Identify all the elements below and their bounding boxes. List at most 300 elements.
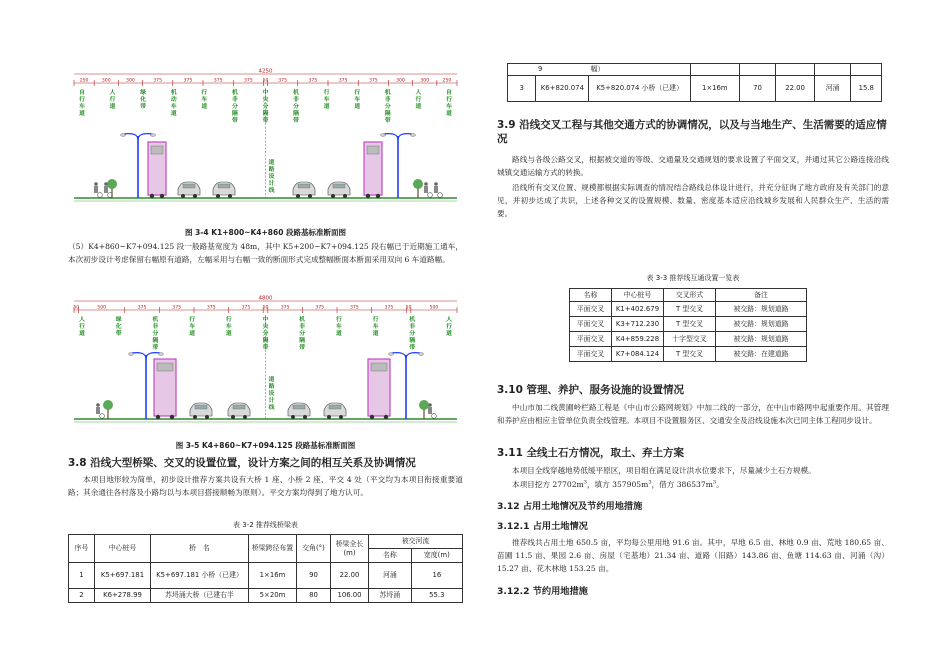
section-3-10-title: 3.10 管理、养护、服务设施的设置情况 [497, 384, 685, 396]
lane-label: 绿 [140, 90, 147, 96]
segment-width-label: 500 [97, 305, 107, 311]
cell: T 型交叉 [664, 347, 716, 362]
lane-label: 行 [446, 97, 452, 103]
th-angle: 交角(°) [297, 535, 331, 563]
wheel-icon [331, 194, 335, 198]
cell: T 型交叉 [664, 302, 716, 317]
cell [814, 64, 851, 76]
lane-label: 带 [409, 345, 416, 351]
cell: K4+859.228 [612, 332, 664, 347]
cell: 被交路：在建道路 [716, 347, 807, 362]
wheel-icon [193, 194, 197, 198]
segment-width-label: 300 [126, 78, 135, 84]
street-lamp-arm [124, 134, 138, 140]
lane-label: 带 [293, 118, 299, 124]
lamp-head-icon [381, 134, 386, 137]
lane-label: 自 [79, 90, 85, 96]
design-line-label: 设 [268, 391, 275, 397]
cross-section-figure-3-4 [68, 68, 463, 208]
lane-label: 行 [446, 324, 452, 330]
lane-label: 车 [323, 97, 330, 103]
design-line-label: 道 [268, 377, 275, 383]
design-line-label: 线 [268, 405, 275, 411]
lane-label: 带 [232, 118, 238, 124]
lane-label: 道 [225, 331, 232, 337]
cell: 15.8 [851, 76, 882, 102]
cell: K5+697.181 [95, 563, 151, 589]
lamp-head-icon [159, 353, 164, 356]
bridge-table [68, 534, 463, 603]
lane-label: 自 [446, 90, 452, 96]
lane-label: 中 [262, 317, 269, 323]
section-3-10-body: 中山市加二线黄圃岭栏路工程是《中山市公路网规划》中加二线的一部分，在中山市路网中起重要作用。其管理和养护应由相应主管单位负责全线管理。本项目不设置服务区、交通安全及沿线设施本次已同主体工程同步设计。 [497, 403, 889, 425]
cross-section-drawing [68, 295, 463, 433]
wheel-icon [156, 415, 160, 419]
segment-width-label: 375 [213, 78, 223, 84]
pedestrian-icon [424, 186, 428, 193]
section-3-11-title: 3.11 全线土石方情况，取土、弃土方案 [497, 447, 685, 459]
cell: 22.00 [776, 76, 815, 102]
lane-label: 道 [79, 111, 85, 117]
lane-label: 行 [79, 324, 85, 330]
car-window-icon [183, 184, 195, 188]
lane-label: 人 [446, 317, 452, 323]
th-note: 备注 [716, 289, 807, 302]
car-window-icon [218, 184, 230, 188]
tree-icon [413, 179, 423, 189]
lane-label: 带 [384, 118, 391, 124]
truck-window-icon [371, 363, 387, 371]
segment-width-label: 300 [420, 78, 430, 84]
wheel-icon [327, 415, 331, 419]
lane-label: 分 [262, 331, 269, 337]
lane-label: 机 [409, 317, 416, 323]
lane-label: 隔 [262, 338, 269, 344]
segment-width-label: 375 [338, 78, 348, 84]
section-3-11-p1: 本项目全线穿越地势低缓平原区，项目组在满足设计洪水位要求下，尽量减少土石方规模。 [512, 466, 816, 475]
lane-label: 隔 [299, 338, 306, 344]
wheel-icon [370, 415, 374, 419]
cut-volume: 本项目挖方 27702m [512, 480, 584, 489]
lane-label: 带 [152, 345, 159, 351]
cell [776, 64, 815, 76]
wheel-icon [308, 194, 312, 198]
table-row [69, 563, 463, 589]
car-window-icon [333, 184, 345, 188]
pedestrian-icon [96, 403, 100, 407]
lane-label: 中 [262, 90, 269, 96]
lane-label: 道 [354, 104, 361, 110]
lane-label: 央 [262, 324, 269, 330]
lane-label: 行 [354, 90, 361, 96]
cell: K7+084.124 [612, 347, 664, 362]
paragraph-5: （5）K4+860~K7+094.125 段一般路基宽度为 48m，其中 K5+200~K7+094.125 段右幅已于近期施工通车，本次初步设计考虑保留右幅原有道路，左幅采用与右幅一致的断面形式完成整幅断面本断面采用双向 6 车道路幅。 [68, 242, 463, 264]
segment-width-label: 50 [262, 305, 269, 311]
lane-label: 分 [232, 104, 238, 110]
lane-label: 车 [189, 324, 196, 330]
lane-label: 行 [225, 317, 232, 323]
lane-label: 行 [323, 90, 330, 96]
th-length: 桥梁全长(m) [331, 535, 369, 563]
lane-label: 非 [384, 97, 391, 103]
section-3-12-1-body: 推荐线共占用土地 650.5 亩，平均每公里用地 91.6 亩。其中，早地 6.5 亩、林地 0.9 亩、荒地 180.65 亩、苗圃 11.5 亩、果园 2.6 亩、房屋（宅基地）21.34 亩、道路（旧路）143.86 亩、鱼塘 114.63 亩、河涌（沟）15.27 亩、花木林地 153.25 亩。 [497, 538, 889, 573]
cell: 河涌 [369, 563, 412, 589]
section-3-8-title: 3.8 沿线大型桥梁、交叉的设置位置，设计方案之间的相互关系及协调情况 [68, 457, 416, 469]
cell: 1×16m [249, 563, 297, 589]
street-lamp-arm [398, 134, 412, 140]
lane-label: 隔 [384, 111, 391, 117]
lane-label: 行 [189, 317, 196, 323]
wheel-icon [160, 194, 164, 198]
truck-window-icon [151, 146, 163, 154]
table-row [570, 302, 807, 317]
section-3-11-p2 [497, 478, 889, 491]
table-row [570, 317, 807, 332]
wheel-icon [193, 415, 197, 419]
lane-label: 分 [409, 331, 416, 337]
section-3-9-title: 3.9 沿线交叉工程与其他交通方式的协调情况，以及与当地生产、生活需要的适应情况 [497, 119, 887, 145]
cell: 3 [508, 76, 536, 102]
car-window-icon [195, 405, 207, 409]
cell [851, 64, 882, 76]
total-width-label: 4250 [258, 68, 273, 75]
cell: K6+278.99 [95, 589, 151, 603]
lane-label: 车 [170, 104, 177, 110]
cell: K6+820.074 [536, 76, 589, 102]
lane-label: 隔 [152, 338, 159, 344]
wheel-icon [228, 194, 232, 198]
bridge-table-continued [507, 63, 882, 102]
wheel-icon [339, 415, 343, 419]
lane-label: 机 [299, 317, 306, 323]
table-3-3-caption: 表 3-3 推荐线互通设置一览表 [646, 274, 740, 282]
lane-label: 非 [299, 324, 306, 330]
th-bridge-name: 桥 名 [151, 535, 249, 563]
lane-label: 带 [299, 345, 306, 351]
cell: K3+712.230 [612, 317, 664, 332]
lamp-head-icon [151, 134, 156, 137]
segment-width-label: 375 [280, 305, 290, 311]
segment-width-label: 250 [79, 78, 89, 84]
wheel-icon [205, 415, 209, 419]
th-river: 被交河流 [369, 535, 463, 549]
total-width-label: 4800 [258, 295, 273, 302]
th-river-width: 宽度(m) [411, 549, 462, 563]
lane-label: 带 [262, 118, 269, 124]
segment-width-label: 375 [137, 305, 147, 311]
section-3-12-2-title: 3.12.2 节约用地措施 [497, 586, 588, 597]
lamp-head-icon [419, 353, 424, 356]
borrow-volume: ，借方 386537m [651, 480, 713, 489]
lane-label: 化 [115, 324, 122, 330]
cell: 苏埒涌 [369, 589, 412, 603]
th-name: 名称 [570, 289, 612, 302]
segment-width-label: 50 [73, 305, 80, 311]
th-type: 交叉形式 [664, 289, 716, 302]
design-line-label: 计 [268, 181, 275, 187]
segment-width-label: 300 [101, 78, 111, 84]
street-lamp-arm [392, 353, 406, 359]
cell: 1×16m [690, 76, 739, 102]
table-row [508, 76, 882, 102]
cell: K1+402.679 [612, 302, 664, 317]
segment-width-label: 375 [349, 305, 359, 311]
design-line-label: 路 [268, 384, 275, 390]
wheel-icon [150, 194, 154, 198]
lane-label: 行 [335, 317, 342, 323]
cross-section-figure-3-5 [68, 295, 463, 433]
segment-width-label: 375 [206, 305, 216, 311]
cell: 十字型交叉 [664, 332, 716, 347]
segment-width-label: 375 [278, 78, 288, 84]
th-index: 序号 [69, 535, 95, 563]
cell: K5+697.181 小桥（已建） [151, 563, 249, 589]
lane-label: 行 [415, 97, 422, 103]
lane-label: 隔 [232, 111, 238, 117]
lane-label: 带 [140, 104, 147, 110]
lane-label: 分 [152, 331, 159, 337]
lane-label: 道 [372, 331, 379, 337]
lane-label: 非 [232, 97, 238, 103]
cell: 16 [411, 563, 462, 589]
lane-label: 人 [109, 90, 116, 96]
lane-label: 隔 [262, 111, 269, 117]
lane-label: 道 [446, 331, 452, 337]
lane-label: 分 [293, 104, 299, 110]
cell [690, 64, 739, 76]
lamp-head-icon [411, 134, 416, 137]
segment-width-label: 375 [368, 78, 378, 84]
wheel-icon [376, 194, 380, 198]
wheel-icon [181, 194, 185, 198]
lane-label: 道 [323, 104, 330, 110]
street-lamp-arm [132, 353, 146, 359]
pedestrian-icon [104, 182, 108, 186]
pedestrian-icon [434, 186, 438, 193]
design-line-label: 路 [268, 167, 275, 173]
cell: 9 幅） [508, 64, 691, 76]
pedestrian-icon [94, 186, 98, 193]
tree-icon [107, 179, 117, 189]
lane-label: 隔 [409, 338, 416, 344]
lane-label: 车 [225, 324, 232, 330]
cross-section-drawing [68, 68, 463, 208]
pedestrian-icon [424, 182, 428, 186]
design-line-label: 设 [268, 174, 275, 180]
cell: 1 [69, 563, 95, 589]
wheel-icon [303, 415, 307, 419]
segment-width-label: 375 [384, 305, 394, 311]
segment-width-label: 500 [429, 305, 439, 311]
cell: 被交路：规划道路 [716, 332, 807, 347]
fill-volume: ，填方 357905m [586, 480, 649, 489]
design-line-label: 线 [268, 188, 275, 194]
pedestrian-icon [428, 403, 432, 407]
lamp-head-icon [389, 353, 394, 356]
lane-label: 非 [409, 324, 416, 330]
car-window-icon [298, 184, 310, 188]
segment-width-label: 250 [442, 78, 452, 84]
truck-window-icon [367, 146, 379, 154]
cell: 平面交叉 [570, 317, 612, 332]
lane-label: 机 [384, 90, 391, 96]
bicycle-icon [432, 414, 437, 419]
wheel-icon [296, 194, 300, 198]
lane-label: 道 [109, 104, 116, 110]
cell: 22.00 [331, 563, 369, 589]
lane-label: 行 [372, 317, 379, 323]
design-line-label: 计 [268, 398, 275, 404]
pedestrian-icon [104, 186, 108, 193]
lane-label: 机 [293, 90, 299, 96]
lane-label: 车 [335, 324, 342, 330]
figure-3-4-caption: 图 3-4 K1+800~K4+860 段路基标准断面图 [184, 228, 347, 237]
cell: 5×20m [249, 589, 297, 603]
bicycle-icon [428, 193, 433, 198]
section-3-8-body: 本项目地形较为简单，初步设计推荐方案共设有大桥 1 座、小桥 2 座、平交 4 处（平交均为本项目衔接重要道路；其余通往各村落及小路均以与本项目搭接顺畅为原则）。平交方案均得到了地方认可。 [68, 475, 463, 497]
street-lamp-arm [146, 353, 160, 359]
lamp-head-icon [121, 134, 126, 137]
lane-label: 车 [446, 104, 452, 110]
segment-width-label: 375 [153, 78, 163, 84]
lane-label: 分 [262, 104, 269, 110]
pedestrian-icon [428, 407, 432, 414]
cell: 苏埒涌大桥（已建右半 [151, 589, 249, 603]
unit-superscript: 3 [648, 479, 652, 486]
lane-label: 道 [415, 104, 422, 110]
street-lamp-arm [384, 134, 398, 140]
cell: 80 [297, 589, 331, 603]
tree-icon [419, 400, 429, 410]
street-lamp-arm [406, 353, 420, 359]
lane-label: 化 [140, 97, 147, 103]
lane-label: 车 [201, 97, 208, 103]
bicycle-icon [438, 193, 443, 198]
lane-label: 带 [115, 331, 122, 337]
segment-width-label: 375 [315, 305, 325, 311]
lane-label: 道 [189, 331, 196, 337]
lane-label: 分 [299, 331, 306, 337]
lane-label: 机 [152, 317, 159, 323]
cell: 被交路：规划道路 [716, 302, 807, 317]
cell: 70 [739, 76, 776, 102]
wheel-icon [366, 194, 370, 198]
bicycle-icon [98, 193, 103, 198]
cell: 平面交叉 [570, 332, 612, 347]
th-station: 中心桩号 [95, 535, 151, 563]
lane-label: 行 [201, 90, 208, 96]
lane-label: 车 [79, 104, 85, 110]
wheel-icon [216, 194, 220, 198]
segment-width-label: 50 [262, 78, 269, 84]
lane-label: 人 [415, 90, 422, 96]
car-window-icon [233, 405, 245, 409]
wheel-icon [243, 415, 247, 419]
lane-label: 央 [262, 97, 269, 103]
lane-label: 人 [79, 317, 85, 323]
table-row [69, 589, 463, 603]
tree-icon [103, 400, 113, 410]
lane-label: 绿 [115, 317, 122, 323]
lane-label: 机 [232, 90, 238, 96]
th-span: 桥梁跨径布置 [249, 535, 297, 563]
section-3-12-title: 3.12 占用土地情况及节约用地措施 [497, 501, 643, 512]
cell: 被交路：规划道路 [716, 317, 807, 332]
bicycle-icon [100, 414, 105, 419]
wheel-icon [231, 415, 235, 419]
lane-label: 道 [201, 104, 208, 110]
cell: 90 [297, 563, 331, 589]
wheel-icon [291, 415, 295, 419]
lane-label: 带 [262, 345, 269, 351]
lane-label: 道 [170, 111, 177, 117]
cell [739, 64, 776, 76]
car-window-icon [329, 405, 341, 409]
segment-width-label: 300 [396, 78, 405, 84]
car-window-icon [293, 405, 305, 409]
wheel-icon [170, 415, 174, 419]
lane-label: 非 [293, 97, 299, 103]
truck-window-icon [157, 363, 173, 371]
lane-label: 道 [335, 331, 342, 337]
wheel-icon [384, 415, 388, 419]
pedestrian-icon [434, 182, 438, 186]
cell: 55.3 [411, 589, 462, 603]
lane-label: 车 [372, 324, 379, 330]
cell: K5+820.074 小桥（已建） [589, 76, 691, 102]
table-row [570, 332, 807, 347]
lane-label: 分 [384, 104, 391, 110]
cell: 平面交叉 [570, 302, 612, 317]
cell: T 型交叉 [664, 317, 716, 332]
street-lamp-arm [138, 134, 152, 140]
segment-width-label: 375 [183, 78, 193, 84]
segment-width-label: 50 [405, 305, 412, 311]
figure-3-5-caption: 图 3-5 K4+860~K7+094.125 段路基标准断面图 [175, 441, 356, 450]
cell: 河涌 [814, 76, 851, 102]
pedestrian-icon [96, 407, 100, 414]
lane-label: 道 [446, 111, 452, 117]
table-row [570, 347, 807, 362]
lane-label: 车 [354, 97, 361, 103]
cell: 平面交叉 [570, 347, 612, 362]
section-3-12-1-title: 3.12.1 占用土地情况 [497, 521, 588, 532]
th-river-name: 名称 [369, 549, 412, 563]
section-3-9-p1: 路线与各级公路交叉，根据被交道的等级、交通量及交通规划的要求设置了平面交叉，并通过其它公路连接沿线城镇交通运输方式的转换。 [497, 155, 889, 177]
period: 。 [716, 480, 724, 489]
segment-width-label: 375 [241, 305, 251, 311]
lane-label: 行 [109, 97, 116, 103]
lane-label: 机 [170, 90, 177, 96]
section-3-9-p2: 沿线所有交叉位置、规模都根据实际调查的情况结合路线总体设计进行，并充分征询了地方政府及有关部门的意见，并初步达成了共识，上述各种交叉的设置规模、数量、密度基本适应沿线城乡发展和人民群众生产、生活的需要。 [497, 183, 889, 218]
segment-width-label: 375 [308, 78, 318, 84]
segment-width-label: 375 [172, 305, 182, 311]
lane-label: 行 [79, 97, 85, 103]
lane-label: 非 [152, 324, 159, 330]
wheel-icon [343, 194, 347, 198]
intersection-table [569, 288, 807, 362]
unit-superscript: 3 [583, 479, 587, 486]
unit-superscript: 3 [712, 479, 717, 486]
cell: 106.00 [331, 589, 369, 603]
lane-label: 隔 [293, 111, 299, 117]
th-station: 中心桩号 [612, 289, 664, 302]
design-line-label: 道 [268, 160, 275, 166]
table-3-2-caption: 表 3-2 推荐线桥梁表 [233, 521, 298, 529]
lane-label: 动 [170, 97, 177, 103]
lane-label: 道 [79, 331, 85, 337]
segment-width-label: 375 [243, 78, 253, 84]
